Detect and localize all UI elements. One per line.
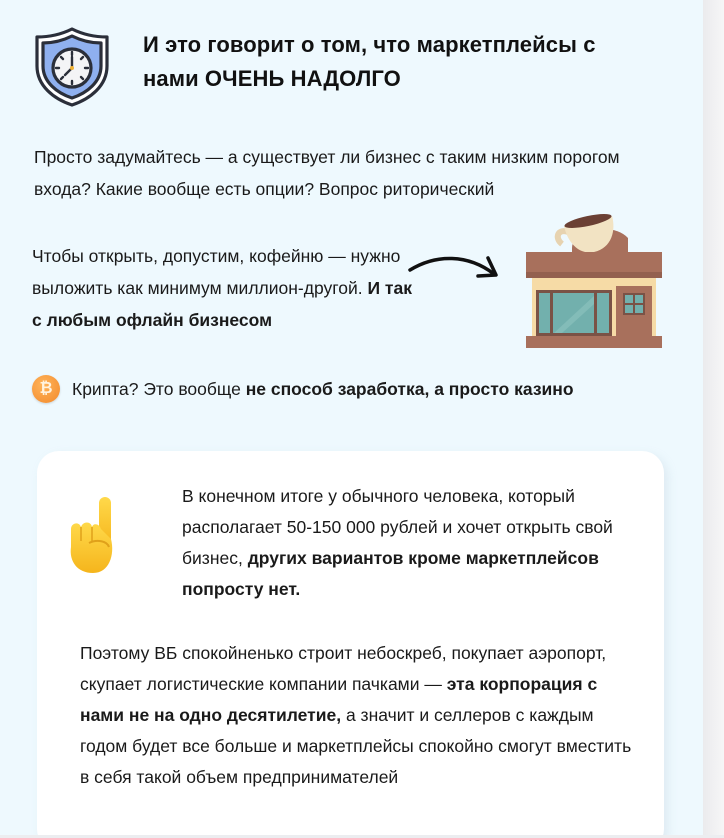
crypto-line — [32, 374, 574, 404]
card-p1-bold: других вариантов кроме маркетплейсов попросту нет. — [182, 548, 599, 599]
coffee-shop-paragraph — [32, 240, 422, 336]
intro-paragraph: Просто задумайтесь — а существует ли бизнес с таким низким порогом входа? Какие вообще есть опции? Вопрос риторический — [34, 147, 620, 199]
pointing-up-finger-icon — [65, 495, 125, 577]
card-p2-regular-1: Поэтому ВБ спокойненько строит небоскреб, покупает аэропорт, скупает логистические компании пачками — — [80, 643, 607, 694]
card-p2-bold: эта корпорация с нами не на одно десятилетие, — [80, 674, 598, 725]
crypto-bold-text: не способ заработка, а просто казино — [245, 378, 574, 399]
shield-clock-icon — [32, 26, 112, 108]
page-title — [143, 28, 683, 96]
card-p1-regular: В конечном итоге у обычного человека, который располагает 50-150 000 рублей и хочет открыть свой бизнес, — [182, 486, 613, 568]
title-line-1: И это говорит о том, что маркетплейсы с — [143, 32, 596, 57]
curved-arrow-icon — [406, 250, 502, 284]
card-paragraph-2 — [80, 638, 640, 793]
coffee-shop-text: Чтобы открыть, допустим, кофейню — нужно выложить как минимум миллион-другой. — [32, 246, 401, 298]
title-line-2: нами ОЧЕНЬ НАДОЛГО — [143, 66, 401, 91]
card-p2-regular-2: а значит и селлеров с каждым годом будет все больше и маркетплейсы спокойно смогут вместить в себя такой объем предпринимателей — [80, 705, 632, 787]
bitcoin-icon: ₿ — [32, 375, 60, 403]
crypto-regular-text: Крипта? Это вообще — [72, 378, 246, 399]
coffee-shop-bold-text: И так с любым офлайн бизнесом — [32, 278, 412, 330]
card-paragraph-1 — [182, 481, 652, 605]
crypto-text — [72, 379, 574, 400]
page-margin — [703, 0, 724, 838]
coffee-shop-icon — [524, 208, 664, 354]
